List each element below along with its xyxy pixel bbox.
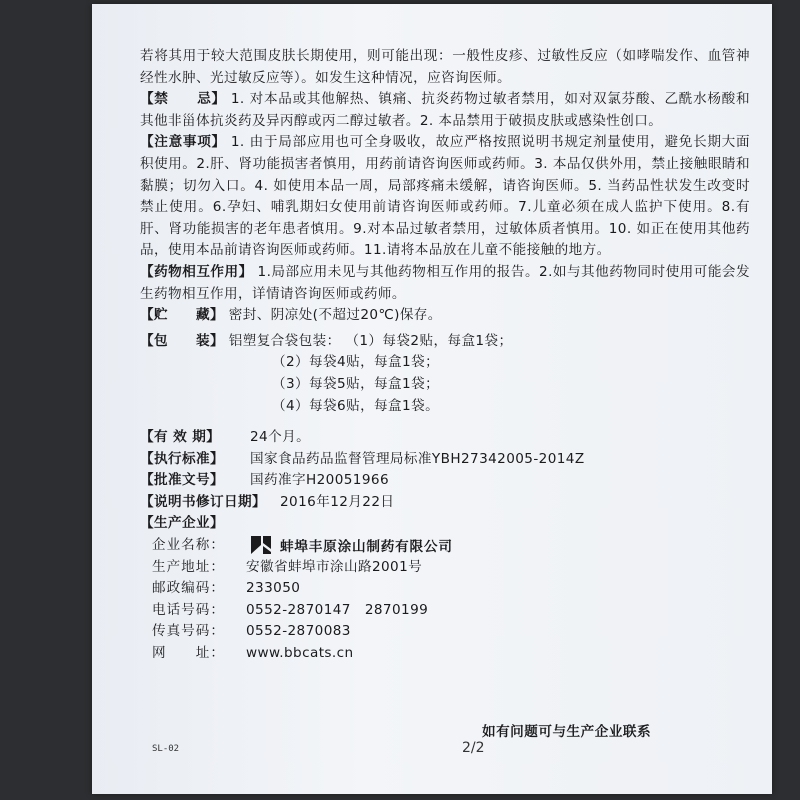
manufacturer-section <box>140 513 750 664</box>
revision-value: 2016年12月22日 <box>280 493 395 510</box>
precautions-text: 1. 由于局部应用也可全身吸收，故应严格按照说明书规定剂量使用，避免长期大面积使用。2.肝、肾功能损害者慎用，用药前请咨询医师或药师。3. 本品仅供外用，禁止接触眼睛和黏膜；切勿入口。4. 如使用本品一周，局部疼痛未缓解，请咨询医师。5. 当药品性状发生改变时禁止使用。6.孕妇、哺乳期妇女使用前请咨询医师或药师。7.儿童必须在成人监护下使用。8.有肝、肾功能损害的老年患者慎用。9.对本品过敏者禁用，过敏体质者慎用。10. 如正在使用其他药品，使用本品前请咨询医师或药师。11.请将本品放在儿童不能接触的地方。 <box>140 134 750 259</box>
postcode-row <box>140 578 750 600</box>
page-number: 2/2 <box>462 740 485 756</box>
revision-row <box>140 492 750 514</box>
website-row <box>140 643 750 665</box>
packaging-item: （4）每袋6贴，每盒1袋。 <box>272 397 440 414</box>
storage-label: 【贮 藏】 <box>140 307 224 324</box>
postcode-key: 邮政编码： <box>152 580 225 597</box>
interactions-text: 1.局部应用未见与其他药物相互作用的报告。2.如与其他药物同时使用可能会发生药物相互作用，详情请咨询医师或药师。 <box>140 263 751 302</box>
address-row <box>140 557 750 579</box>
address-value: 安徽省蚌埠市涂山路2001号 <box>246 558 423 575</box>
storage-section <box>140 305 750 327</box>
approval-value: 国药准字H20051966 <box>250 472 389 489</box>
manufacturer-label: 【生产企业】 <box>140 515 224 532</box>
approval-row <box>140 470 750 492</box>
leaflet-content <box>140 46 750 665</box>
company-name-value: 蚌埠丰原涂山制药有限公司 <box>280 539 453 556</box>
phone-value: 0552-2870147 2870199 <box>246 601 429 618</box>
validity-value: 24个月。 <box>250 429 311 446</box>
packaging-label: 【包 装】 <box>140 332 224 349</box>
contraindications-section <box>140 89 750 132</box>
precautions-label: 【注意事项】 <box>140 134 226 151</box>
company-logo-icon <box>250 535 272 555</box>
packaging-section <box>140 331 750 417</box>
contact-note: 如有问题可与生产企业联系 <box>482 724 652 740</box>
address-key: 生产地址： <box>152 558 225 575</box>
leaflet-page <box>92 4 772 794</box>
packaging-prefix: 铝塑复合袋包装： <box>228 332 341 349</box>
revision-label: 【说明书修订日期】 <box>140 493 266 510</box>
company-name-key: 企业名称： <box>152 537 225 554</box>
standard-label: 【执行标准】 <box>140 450 224 467</box>
fax-row <box>140 621 750 643</box>
interactions-label: 【药物相互作用】 <box>140 263 253 280</box>
storage-text: 密封、阴凉处(不超过20℃)保存。 <box>228 307 442 324</box>
standard-row <box>140 449 750 471</box>
standard-value: 国家食品药品监督管理局标准YBH27342005-2014Z <box>250 450 585 467</box>
validity-row <box>140 427 750 449</box>
precautions-section <box>140 132 750 262</box>
fax-value: 0552-2870083 <box>246 623 351 640</box>
packaging-item: （1）每袋2贴，每盒1袋； <box>345 332 513 349</box>
packaging-item: （3）每袋5贴，每盒1袋； <box>272 375 440 392</box>
fax-key: 传真号码： <box>152 623 225 640</box>
approval-label: 【批准文号】 <box>140 472 224 489</box>
phone-row <box>140 600 750 622</box>
contraindications-label: 【禁 忌】 <box>140 91 226 108</box>
website-value: www.bbcats.cn <box>246 645 354 662</box>
website-key: 网 址： <box>152 645 225 662</box>
interactions-section <box>140 262 750 305</box>
phone-key: 电话号码： <box>152 601 225 618</box>
postcode-value: 233050 <box>246 580 301 597</box>
side-effects-paragraph: 若将其用于较大范围皮肤长期使用，则可能出现：一般性皮疹、过敏性反应（如哮喘发作、血管神经性水肿、光过敏反应等）。如发生这种情况，应咨询医师。 <box>140 48 750 86</box>
contraindications-text: 1. 对本品或其他解热、镇痛、抗炎药物过敏者禁用，如对双氯芬酸、乙酰水杨酸和其他非甾体抗炎药及异丙醇或丙二醇过敏者。2. 本品禁用于破损皮肤或感染性创口。 <box>140 91 750 129</box>
packaging-item: （2）每袋4贴，每盒1袋； <box>272 354 440 371</box>
validity-label: 【有 效 期】 <box>140 429 221 446</box>
footer-code: SL-02 <box>152 744 180 754</box>
company-name-row <box>140 535 750 557</box>
